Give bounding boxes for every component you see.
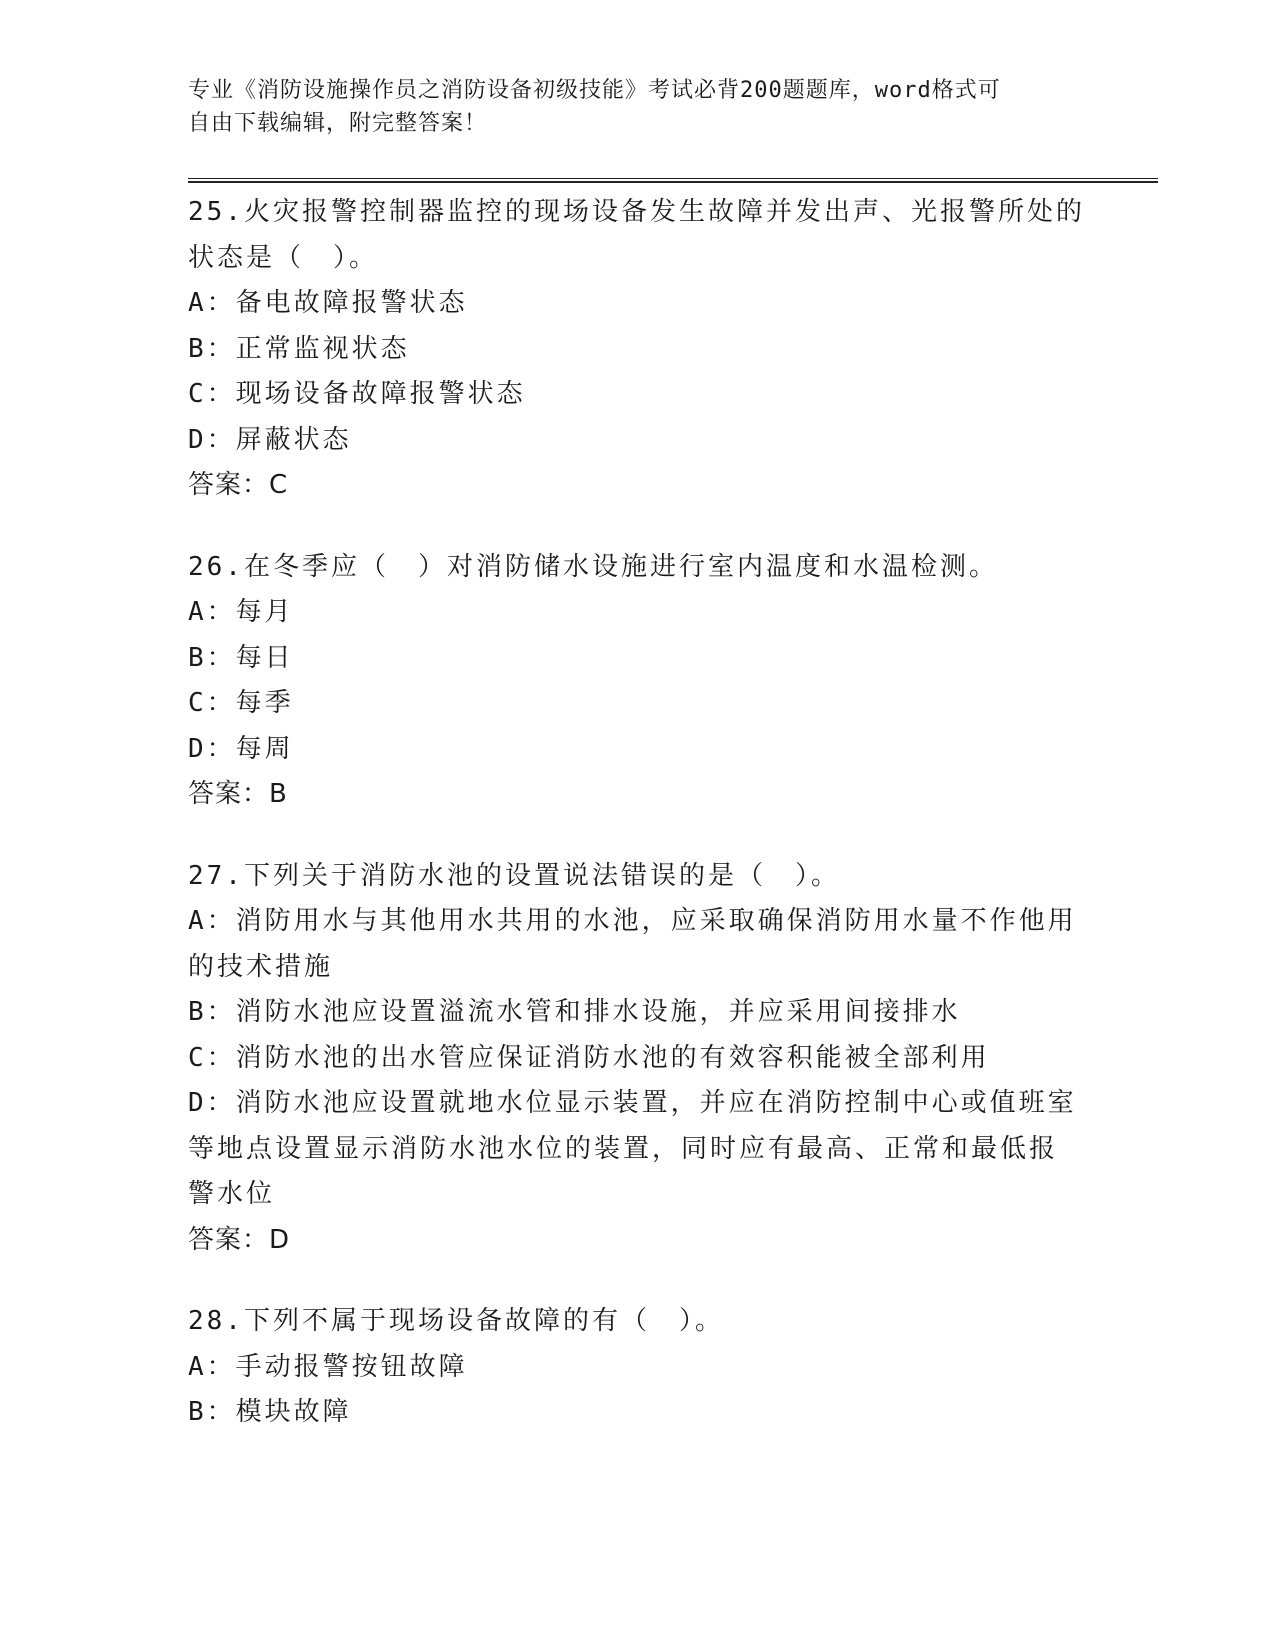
answer-line: 答案：D: [188, 1224, 291, 1255]
header-line-1: 专业《消防设施操作员之消防设备初级技能》考试必背200题题库，word格式可: [188, 78, 1001, 103]
option-b: B：消防水池应设置溢流水管和排水设施，并应采用间接排水: [188, 997, 961, 1027]
option-d-continued-2: 警水位: [188, 1179, 276, 1209]
question-list: [188, 190, 1088, 1472]
question-stem: 26.在冬季应（ ）对消防储水设施进行室内温度和水温检测。: [188, 551, 998, 582]
option-a-continued: 的技术措施: [188, 951, 334, 982]
option-d: D：每周: [188, 733, 294, 764]
option-b: B：每日: [188, 642, 294, 673]
option-c: C：现场设备故障报警状态: [188, 379, 526, 409]
answer-line: 答案：B: [188, 779, 288, 809]
header-line-2: 自由下载编辑，附完整答案！: [188, 111, 488, 136]
option-a: A：每月: [188, 597, 294, 627]
question-25: [188, 190, 1088, 509]
option-d-continued: 等地点设置显示消防水池水位的装置，同时应有最高、正常和最低报: [188, 1133, 1059, 1164]
answer-line: 答案：C: [188, 470, 289, 500]
question-stem-continued: 状态是（ ）。: [188, 242, 379, 273]
question-stem: 27.下列关于消防水池的设置说法错误的是（ ）。: [188, 860, 840, 891]
question-27: [188, 854, 1088, 1264]
option-a: A：消防用水与其他用水共用的水池，应采取确保消防用水量不作他用: [188, 906, 1077, 936]
header-divider: [188, 178, 1158, 183]
question-28: [188, 1299, 1088, 1436]
option-c: C：消防水池的出水管应保证消防水池的有效容积能被全部利用: [188, 1042, 990, 1073]
document-header: [188, 74, 1088, 140]
question-26: [188, 545, 1088, 818]
option-d: D：屏蔽状态: [188, 424, 352, 455]
question-stem: 25.火灾报警控制器监控的现场设备发生故障并发出声、光报警所处的: [188, 197, 1085, 227]
option-a: A：手动报警按钮故障: [188, 1351, 468, 1382]
option-a: A：备电故障报警状态: [188, 288, 468, 318]
option-c: C：每季: [188, 688, 294, 718]
question-stem: 28.下列不属于现场设备故障的有（ ）。: [188, 1306, 724, 1336]
option-d: D：消防水池应设置就地水位显示装置，并应在消防控制中心或值班室: [188, 1088, 1077, 1118]
option-b: B：正常监视状态: [188, 333, 410, 364]
option-b: B：模块故障: [188, 1397, 352, 1427]
